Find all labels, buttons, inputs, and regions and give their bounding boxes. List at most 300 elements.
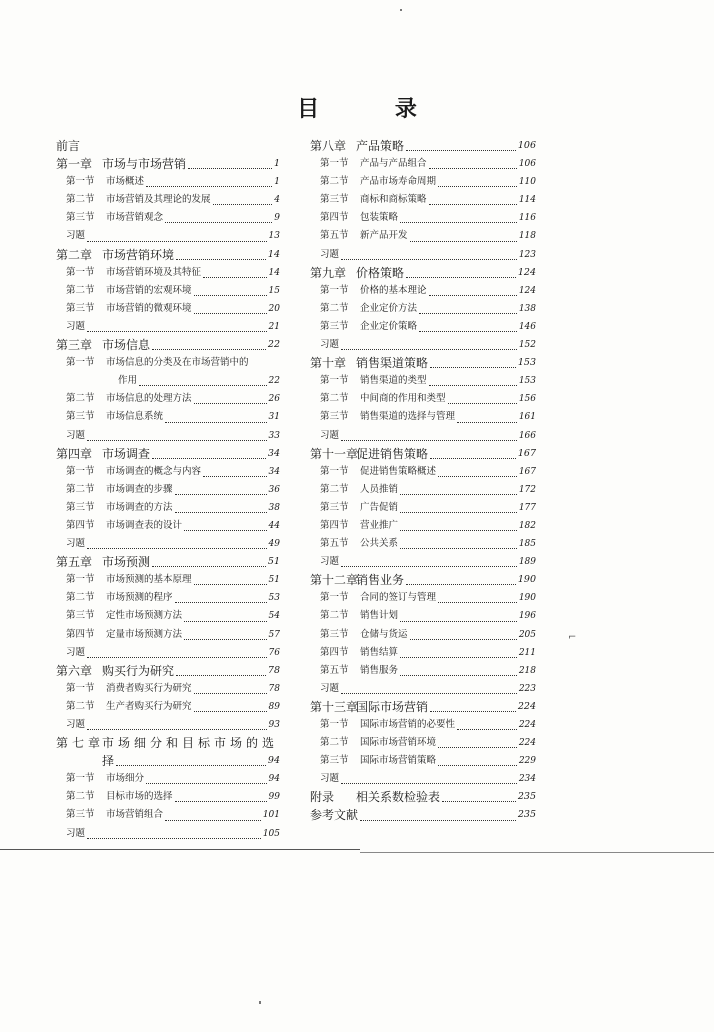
- toc-entry-title: 国际市场营销的必要性: [360, 719, 456, 730]
- toc-entry-label: [56, 517, 182, 535]
- leader-dots: [448, 403, 517, 404]
- toc-entry-label: [310, 463, 436, 481]
- toc-section-entry: [56, 282, 280, 300]
- toc-entry-label: [310, 336, 339, 354]
- leader-dots: [410, 241, 517, 242]
- toc-page-number: 38: [268, 502, 280, 513]
- toc-entry-number: 第五章: [56, 555, 93, 570]
- toc-entry-title: 国际市场营销策略: [360, 755, 437, 767]
- toc-entry-label: [310, 173, 436, 191]
- toc-exercise-entry: [56, 825, 280, 843]
- toc-entry-label: [56, 209, 163, 227]
- toc-page-number: 15: [268, 285, 280, 296]
- toc-entry-label: [310, 716, 455, 734]
- toc-entry-title: 营业推广: [360, 519, 399, 531]
- toc-entry-label: [56, 300, 192, 318]
- toc-page-number: 110: [518, 177, 536, 188]
- toc-entry-title: 市场营销及其理论的发展: [106, 194, 211, 206]
- toc-page-number: 33: [268, 430, 280, 441]
- toc-entry-title: 中间商的作用和类型: [360, 393, 446, 405]
- toc-page-number: 234: [518, 774, 536, 785]
- toc-entry-number: 第七章: [56, 736, 105, 751]
- toc-entry-title: 习题: [320, 248, 340, 260]
- leader-dots: [400, 512, 517, 513]
- toc-page-number: 167: [518, 466, 536, 477]
- toc-entry-title: 市场调查的方法: [106, 501, 173, 513]
- toc-section-entry: [56, 173, 280, 191]
- toc-entry-label: [310, 481, 398, 499]
- toc-entry-number: 第九章: [310, 265, 347, 280]
- toc-section-entry: [56, 788, 280, 806]
- toc-entry-number: 第二节: [320, 302, 349, 314]
- toc-page-number: 218: [518, 665, 536, 676]
- toc-entry-label: [310, 246, 339, 264]
- leader-dots: [360, 820, 516, 821]
- toc-page-number: 51: [268, 575, 280, 586]
- toc-entry-title: 消费者购买行为研究: [106, 682, 192, 694]
- toc-section-entry: [310, 481, 536, 499]
- leader-dots: [419, 313, 517, 314]
- toc-entry-label: [310, 535, 398, 553]
- toc-entry-label: [56, 463, 201, 481]
- leader-dots: [116, 765, 266, 766]
- toc-page-number: 211: [518, 647, 536, 658]
- toc-entry-title: 习题: [66, 827, 86, 839]
- toc-entry-number: 第一节: [320, 465, 349, 477]
- toc-entry-label: [56, 499, 173, 517]
- toc-entry-label: [56, 644, 85, 662]
- leader-dots: [194, 711, 267, 712]
- leader-dots: [165, 222, 272, 223]
- leader-dots: [213, 204, 273, 205]
- toc-section-entry: [310, 372, 536, 390]
- toc-entry-number: 附录: [310, 790, 335, 805]
- margin-mark: ⌐: [568, 632, 577, 643]
- toc-entry-number: 第一节: [66, 682, 95, 694]
- toc-page-number: 13: [268, 231, 280, 242]
- toc-entry-title: 销售业务: [356, 573, 405, 588]
- leader-dots: [184, 639, 267, 640]
- toc-entry-label: [56, 770, 144, 788]
- leader-dots: [175, 602, 267, 603]
- toc-entry-label: [56, 137, 80, 155]
- toc-entry-title: 价格的基本理论: [360, 284, 427, 296]
- toc-entry-title: 习题: [66, 646, 86, 658]
- toc-entry-number: 第二节: [320, 737, 349, 749]
- toc-page-number: 190: [517, 574, 536, 586]
- toc-entry-number: 第二节: [66, 194, 95, 206]
- toc-entry-title: 产品策略: [356, 139, 405, 153]
- toc-entry-title: 仓储与货运: [360, 628, 408, 640]
- leader-dots: [87, 657, 267, 658]
- toc-exercise-entry: [56, 227, 280, 245]
- toc-page-number: 196: [518, 611, 536, 622]
- toc-entry-number: 第二节: [320, 176, 349, 188]
- toc-exercise-entry: [310, 770, 536, 788]
- toc-page-number: 78: [267, 664, 280, 676]
- toc-entry-number: 第三节: [320, 755, 349, 767]
- toc-entry-title: 销售渠道的选择与管理: [360, 411, 456, 423]
- toc-entry-number: 第三节: [320, 501, 349, 513]
- toc-entry-number: 第一节: [66, 574, 95, 586]
- toc-chapter-entry: [310, 698, 536, 716]
- toc-entry-title: 市场信息的处理方法: [106, 393, 192, 405]
- toc-entry-label: [310, 155, 427, 173]
- toc-entry-number: 第三节: [320, 411, 349, 423]
- toc-entry-number: 第四章: [56, 446, 93, 461]
- toc-page-number: 124: [517, 266, 536, 278]
- leader-dots: [400, 621, 517, 622]
- toc-entry-label: [56, 553, 150, 571]
- toc-entry-title: 市场营销组合: [106, 809, 164, 821]
- toc-entry-label: [310, 734, 436, 752]
- leader-dots: [406, 150, 516, 151]
- toc-section-entry: [56, 463, 280, 481]
- leader-dots: [400, 222, 517, 223]
- toc-entry-number: 第一节: [320, 719, 349, 730]
- toc-entry-title: 销售服务: [360, 664, 399, 676]
- toc-entry-number: 第一章: [56, 157, 93, 172]
- toc-entry-title: 价格策略: [356, 265, 405, 280]
- toc-page-number: 20: [268, 303, 280, 314]
- toc-entry-label: [56, 427, 85, 445]
- toc-page-number: 235: [517, 791, 536, 803]
- toc-page-number: 31: [268, 412, 280, 423]
- leader-dots: [429, 295, 517, 296]
- leader-dots: [341, 349, 517, 350]
- toc-entry-label: [56, 680, 192, 698]
- toc-entry-title: 相关系数检验表: [356, 790, 441, 805]
- leader-dots: [165, 820, 261, 821]
- toc-entry-title: 销售计划: [360, 610, 399, 622]
- toc-entry-number: 第一节: [320, 375, 349, 387]
- toc-chapter-entry: [56, 553, 280, 571]
- toc-entry-number: 第六章: [56, 663, 93, 678]
- toc-entry-label: [56, 227, 85, 245]
- toc-entry-number: 第三节: [66, 610, 95, 622]
- leader-dots: [176, 259, 266, 260]
- toc-page-number: 224: [518, 738, 536, 749]
- toc-entry-label: [310, 662, 398, 680]
- toc-section-entry: [310, 644, 536, 662]
- toc-entry-label: [310, 499, 398, 517]
- toc-entry-title: 择: [102, 754, 115, 769]
- toc-entry-title: 习题: [66, 230, 86, 242]
- toc-entry-number: 第三章: [56, 338, 93, 353]
- toc-page-number: 106: [518, 159, 536, 170]
- toc-entry-label: [310, 553, 339, 571]
- toc-entry-title: 国际市场营销: [356, 699, 429, 714]
- toc-entry-label: [310, 318, 417, 336]
- toc-entry-title: 参考文献: [310, 808, 359, 823]
- toc-entry-label: [56, 390, 192, 408]
- toc-entry-number: 第二节: [66, 483, 95, 495]
- toc-entry-number: 第十一章: [310, 446, 359, 461]
- leader-dots: [430, 711, 516, 712]
- toc-section-entry: [56, 264, 280, 282]
- leader-dots: [194, 313, 267, 314]
- toc-section-entry: [56, 209, 280, 227]
- leader-dots: [442, 801, 516, 802]
- leader-dots: [341, 783, 517, 784]
- toc-page-number: 152: [518, 340, 536, 351]
- toc-page-number: 22: [268, 376, 280, 387]
- toc-page-number: 166: [518, 430, 536, 441]
- toc-entry-label: [310, 770, 339, 788]
- toc-entry-title: 习题: [320, 682, 340, 694]
- toc-page-number: 224: [517, 700, 536, 712]
- scan-speck: [259, 1001, 261, 1004]
- toc-page-number: 106: [517, 140, 536, 151]
- toc-entry-label: [56, 246, 174, 264]
- toc-section-entry: [310, 734, 536, 752]
- toc-entry-number: 第三节: [320, 194, 349, 206]
- toc-section-entry: [310, 155, 536, 173]
- toc-page-number: 185: [518, 539, 536, 550]
- leader-dots: [400, 657, 517, 658]
- toc-entry-label: [310, 680, 339, 698]
- toc-entry-number: 第四节: [320, 646, 349, 658]
- toc-chapter-entry: [56, 336, 280, 354]
- toc-page-number: 123: [518, 249, 536, 260]
- toc-section-entry: [56, 607, 280, 625]
- toc-entry-number: 第三节: [66, 411, 95, 423]
- toc-entry-number: 第二节: [320, 393, 349, 405]
- toc-page-number: 99: [268, 792, 280, 803]
- toc-entry-title: 产品与产品组合: [360, 158, 427, 170]
- toc-page-number: 161: [518, 412, 536, 423]
- leader-dots: [139, 385, 267, 386]
- toc-section-entry: [310, 209, 536, 227]
- toc-page-number: 53: [268, 593, 280, 604]
- leader-dots: [400, 548, 517, 549]
- toc-section-entry: [56, 481, 280, 499]
- toc-page-number: 9: [274, 213, 280, 224]
- toc-entry-number: 第二节: [66, 284, 95, 296]
- toc-entry-label: [108, 372, 137, 390]
- toc-entry-title: 人员推销: [360, 483, 399, 495]
- toc-entry-title: 市场预测的基本原理: [106, 574, 192, 586]
- toc-chapter-entry: [56, 734, 280, 752]
- toc-page-number: 54: [268, 611, 280, 622]
- leader-dots: [429, 168, 517, 169]
- toc-page-number: 14: [267, 248, 280, 260]
- toc-entry-title: 市场信息: [102, 338, 151, 353]
- toc-exercise-entry: [310, 680, 536, 698]
- toc-section-entry: [56, 372, 280, 390]
- toc-section-entry: [56, 499, 280, 517]
- toc-section-entry: [310, 390, 536, 408]
- toc-chapter-entry: [310, 264, 536, 282]
- toc-entry-label: [310, 137, 404, 155]
- toc-entry-label: [56, 662, 174, 680]
- toc-page-number: 78: [268, 683, 280, 694]
- toc-page-number: 138: [518, 303, 536, 314]
- toc-entry-title: 产品市场寿命周期: [360, 176, 437, 188]
- toc-entry-number: 第一节: [66, 176, 95, 188]
- toc-chapter-entry: [310, 137, 536, 155]
- toc-section-entry: [310, 227, 536, 245]
- toc-section-entry: [310, 589, 536, 607]
- toc-entry-label: [56, 155, 186, 173]
- toc-entry-number: 第一节: [66, 773, 95, 785]
- toc-section-entry: [310, 752, 536, 770]
- toc-entry-title: 购买行为研究: [102, 663, 175, 678]
- leader-dots: [438, 186, 517, 187]
- leader-dots: [430, 458, 516, 459]
- toc-entry-number: 第十三章: [310, 699, 359, 714]
- leader-dots: [457, 729, 517, 730]
- toc-exercise-entry: [310, 427, 536, 445]
- toc-entry-label: [56, 264, 201, 282]
- toc-section-entry: [56, 300, 280, 318]
- toc-entry-number: 第二节: [66, 592, 95, 604]
- toc-entry-label: [56, 481, 173, 499]
- toc-right-column: [310, 137, 536, 825]
- toc-page-number: 49: [268, 539, 280, 550]
- toc-section-entry: [56, 517, 280, 535]
- toc-entry-label: [310, 698, 428, 716]
- toc-entry-label: [56, 445, 150, 463]
- bottom-rule: [0, 849, 360, 850]
- leader-dots: [194, 693, 267, 694]
- toc-page-number: 205: [518, 629, 536, 640]
- toc-section-entry: [310, 191, 536, 209]
- toc-entry-title: 销售渠道的类型: [360, 375, 427, 387]
- toc-section-entry: [56, 390, 280, 408]
- toc-page-number: 4: [274, 195, 280, 206]
- toc-section-entry: [56, 191, 280, 209]
- leader-dots: [87, 331, 267, 332]
- leader-dots: [406, 584, 516, 585]
- toc-section-entry: [310, 173, 536, 191]
- toc-entry-title: 销售渠道策略: [356, 356, 429, 371]
- toc-entry-number: 第三节: [66, 212, 95, 224]
- toc-entry-title: 市场调查的概念与内容: [106, 465, 202, 477]
- toc-entry-label: [310, 390, 446, 408]
- toc-entry-label: [310, 282, 427, 300]
- toc-entry-number: 第三节: [66, 501, 95, 513]
- toc-chapter-entry: [310, 445, 536, 463]
- leader-dots: [400, 675, 517, 676]
- toc-section-entry: [56, 626, 280, 644]
- leader-dots: [175, 494, 267, 495]
- toc-page-number: 26: [268, 394, 280, 405]
- toc-page-number: 177: [518, 502, 536, 513]
- toc-page-number: 116: [518, 213, 536, 224]
- toc-section-entry: [310, 607, 536, 625]
- leader-dots: [152, 458, 266, 459]
- toc-entry-title: 习题: [66, 538, 86, 550]
- toc-entry-number: 第三节: [66, 302, 95, 314]
- toc-page-number: 22: [267, 339, 280, 351]
- toc-entry-title: 合同的签订与管理: [360, 592, 437, 604]
- toc-section-entry: [310, 662, 536, 680]
- toc-page-number: 101: [262, 810, 280, 821]
- toc-entry-label: [56, 734, 278, 752]
- toc-entry-number: 第三节: [66, 809, 95, 821]
- toc-entry-label: [56, 173, 144, 191]
- toc-exercise-entry: [56, 427, 280, 445]
- toc-section-entry: [310, 535, 536, 553]
- toc-entry-number: 第二节: [66, 393, 95, 405]
- toc-exercise-entry: [310, 336, 536, 354]
- toc-exercise-entry: [56, 644, 280, 662]
- toc-page-number: 153: [518, 376, 536, 387]
- toc-entry-number: 第一节: [320, 592, 349, 604]
- toc-entry-label: [56, 806, 163, 824]
- toc-chapter-entry: [56, 752, 280, 770]
- toc-entry-label: [56, 354, 249, 372]
- toc-page-number: 224: [518, 720, 536, 730]
- leader-dots: [184, 621, 267, 622]
- leader-dots: [175, 512, 267, 513]
- leader-dots: [457, 422, 517, 423]
- toc-section-entry: [56, 806, 280, 824]
- toc-entry-number: 第十章: [310, 356, 347, 371]
- leader-dots: [146, 783, 267, 784]
- toc-chapter-entry: [310, 788, 536, 806]
- toc-entry-number: 第二节: [66, 700, 95, 712]
- leader-dots: [341, 440, 517, 441]
- toc-section-entry: [310, 300, 536, 318]
- toc-entry-title: 目标市场的选择: [106, 791, 173, 803]
- toc-entry-label: [310, 517, 398, 535]
- toc-section-entry: [56, 571, 280, 589]
- toc-entry-title: 作用: [118, 375, 138, 387]
- toc-section-entry: [56, 354, 280, 372]
- toc-entry-label: [56, 788, 173, 806]
- toc-page-number: 94: [267, 755, 280, 767]
- toc-entry-number: 第一节: [66, 465, 95, 477]
- leader-dots: [152, 349, 266, 350]
- toc-entry-title: 习题: [66, 320, 86, 332]
- toc-entry-label: [56, 589, 173, 607]
- leader-dots: [341, 566, 517, 567]
- toc-entry-label: [310, 408, 455, 426]
- toc-entry-label: [310, 626, 408, 644]
- toc-entry-label: [310, 788, 440, 806]
- toc-entry-number: 第三节: [320, 320, 349, 332]
- toc-entry-title: 市场调查表的设计: [106, 519, 183, 531]
- toc-entry-label: [310, 427, 339, 445]
- leader-dots: [438, 765, 517, 766]
- toc-page-number: 167: [517, 447, 536, 459]
- bottom-rule-faint: [360, 852, 714, 853]
- toc-entry-label: [56, 716, 85, 734]
- toc-exercise-entry: [56, 716, 280, 734]
- toc-entry-number: 第五节: [320, 230, 349, 242]
- leader-dots: [341, 693, 517, 694]
- toc-chapter-entry: [56, 662, 280, 680]
- leader-dots: [194, 403, 267, 404]
- toc-section-entry: [56, 680, 280, 698]
- toc-chapter-entry: [310, 571, 536, 589]
- toc-entry-label: [56, 408, 163, 426]
- toc-entry-title: 习题: [320, 429, 340, 441]
- leader-dots: [175, 801, 267, 802]
- toc-page-number: 229: [518, 756, 536, 767]
- leader-dots: [184, 530, 267, 531]
- toc-page-number: 190: [518, 593, 536, 604]
- leader-dots: [87, 440, 267, 441]
- toc-entry-label: [56, 336, 150, 354]
- toc-section-entry: [310, 716, 536, 734]
- toc-chapter-entry: [310, 806, 536, 824]
- toc-page-number: 172: [518, 484, 536, 495]
- toc-section-entry: [310, 318, 536, 336]
- toc-page-number: 118: [518, 231, 536, 242]
